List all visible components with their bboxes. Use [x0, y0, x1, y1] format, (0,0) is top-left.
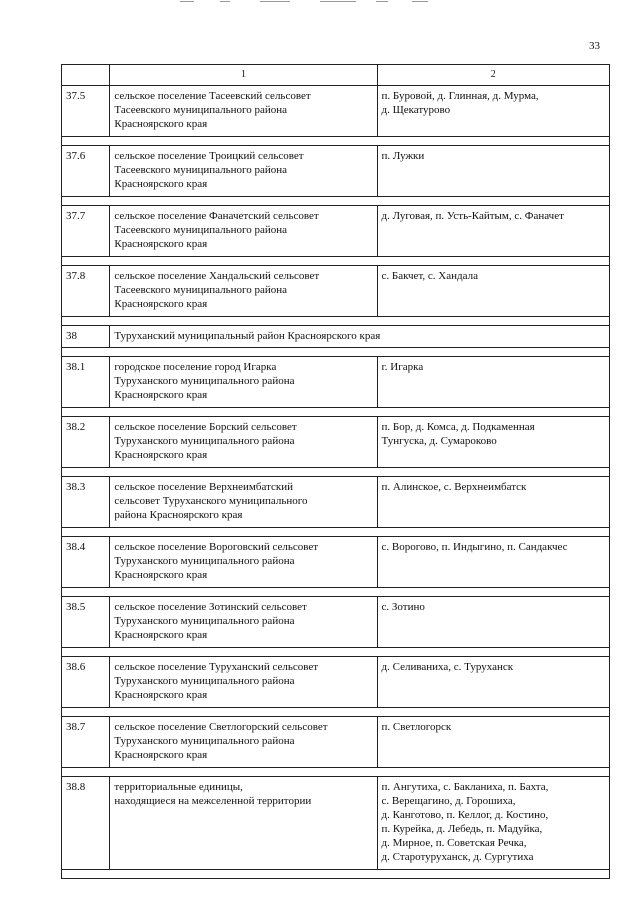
- settlements-list: д. Луговая, п. Усть-Кайтым, с. Фаначет: [377, 206, 609, 257]
- spacer-cell: [62, 870, 610, 879]
- row-spacer: [62, 768, 610, 777]
- spacer-cell: [62, 317, 610, 326]
- scan-artifact-marks: [180, 0, 460, 4]
- spacer-cell: [62, 468, 610, 477]
- spacer-cell: [62, 708, 610, 717]
- row-spacer: [62, 588, 610, 597]
- municipality-name: сельское поселение Верхнеимбатский сельсовет Туруханского муниципального района Красноярского края: [110, 477, 377, 528]
- table-row: [62, 357, 610, 408]
- table-row: [62, 146, 610, 197]
- header-cell-1: 1: [110, 65, 377, 86]
- header-cell-number: [62, 65, 110, 86]
- settlements-list: г. Игарка: [377, 357, 609, 408]
- spacer-cell: [62, 528, 610, 537]
- municipality-name: сельское поселение Вороговский сельсовет Туруханского муниципального района Красноярского края: [110, 537, 377, 588]
- page-number: 33: [589, 40, 600, 52]
- municipality-name: сельское поселение Тасеевский сельсовет Тасеевского муниципального района Красноярского края: [110, 86, 377, 137]
- row-spacer: [62, 317, 610, 326]
- settlements-list: с. Ворогово, п. Индыгино, п. Сандакчес: [377, 537, 609, 588]
- row-spacer: [62, 528, 610, 537]
- settlements-list: п. Буровой, д. Глинная, д. Мурма, д. Щекатурово: [377, 86, 609, 137]
- table-row: [62, 206, 610, 257]
- table-row: [62, 266, 610, 317]
- table-row: [62, 537, 610, 588]
- table-row: [62, 597, 610, 648]
- row-number: 37.8: [62, 266, 110, 317]
- table-row: [62, 86, 610, 137]
- row-spacer: [62, 408, 610, 417]
- row-number: 38: [62, 326, 110, 348]
- municipality-name: сельское поселение Хандальский сельсовет Тасеевского муниципального района Красноярского края: [110, 266, 377, 317]
- spacer-cell: [62, 588, 610, 597]
- row-number: 37.6: [62, 146, 110, 197]
- table-row: [62, 417, 610, 468]
- row-spacer: [62, 870, 610, 879]
- spacer-cell: [62, 137, 610, 146]
- table-body: [62, 65, 610, 879]
- table-header-row: [62, 65, 610, 86]
- settlements-list: п. Ангутиха, с. Бакланиха, п. Бахта, с. Верещагино, д. Горошиха, д. Канготово, п. Келлог, д. Костино, п. Курейка, д. Лебедь, п. Мадуйка, д. Мирное, п. Советская Речка, д. Старотуруханск, д. Сургутиха: [377, 777, 609, 870]
- row-number: 38.8: [62, 777, 110, 870]
- settlements-list: д. Селиваниха, с. Туруханск: [377, 657, 609, 708]
- table-row: [62, 657, 610, 708]
- row-number: 38.5: [62, 597, 110, 648]
- table-row: [62, 477, 610, 528]
- row-spacer: [62, 197, 610, 206]
- municipality-name: сельское поселение Борский сельсовет Туруханского муниципального района Красноярского края: [110, 417, 377, 468]
- settlements-table: [61, 64, 610, 879]
- table-group-row: [62, 326, 610, 348]
- settlements-list: с. Зотино: [377, 597, 609, 648]
- row-number: 37.5: [62, 86, 110, 137]
- spacer-cell: [62, 348, 610, 357]
- settlements-list: п. Светлогорск: [377, 717, 609, 768]
- row-number: 38.3: [62, 477, 110, 528]
- row-number: 38.4: [62, 537, 110, 588]
- municipality-name: городское поселение город Игарка Туруханского муниципального района Красноярского края: [110, 357, 377, 408]
- spacer-cell: [62, 257, 610, 266]
- row-number: 38.6: [62, 657, 110, 708]
- settlements-list: п. Алинское, с. Верхнеимбатск: [377, 477, 609, 528]
- municipality-name: сельское поселение Туруханский сельсовет Туруханского муниципального района Красноярского края: [110, 657, 377, 708]
- row-spacer: [62, 137, 610, 146]
- table-row: [62, 777, 610, 870]
- row-number: 38.1: [62, 357, 110, 408]
- row-spacer: [62, 468, 610, 477]
- settlements-list: с. Бакчет, с. Хандала: [377, 266, 609, 317]
- header-cell-2: 2: [377, 65, 609, 86]
- group-title: Туруханский муниципальный район Красноярского края: [110, 326, 610, 348]
- row-spacer: [62, 348, 610, 357]
- spacer-cell: [62, 408, 610, 417]
- municipality-name: сельское поселение Троицкий сельсовет Тасеевского муниципального района Красноярского края: [110, 146, 377, 197]
- row-spacer: [62, 257, 610, 266]
- row-number: 38.7: [62, 717, 110, 768]
- municipality-name: территориальные единицы, находящиеся на межселенной территории: [110, 777, 377, 870]
- municipality-name: сельское поселение Светлогорский сельсовет Туруханского муниципального района Красноярского края: [110, 717, 377, 768]
- table-row: [62, 717, 610, 768]
- spacer-cell: [62, 768, 610, 777]
- spacer-cell: [62, 197, 610, 206]
- municipality-name: сельское поселение Фаначетский сельсовет Тасеевского муниципального района Красноярского края: [110, 206, 377, 257]
- row-number: 38.2: [62, 417, 110, 468]
- row-spacer: [62, 708, 610, 717]
- settlements-list: п. Бор, д. Комса, д. Подкаменная Тунгуска, д. Сумароково: [377, 417, 609, 468]
- spacer-cell: [62, 648, 610, 657]
- row-number: 37.7: [62, 206, 110, 257]
- municipality-name: сельское поселение Зотинский сельсовет Туруханского муниципального района Красноярского края: [110, 597, 377, 648]
- settlements-list: п. Лужки: [377, 146, 609, 197]
- row-spacer: [62, 648, 610, 657]
